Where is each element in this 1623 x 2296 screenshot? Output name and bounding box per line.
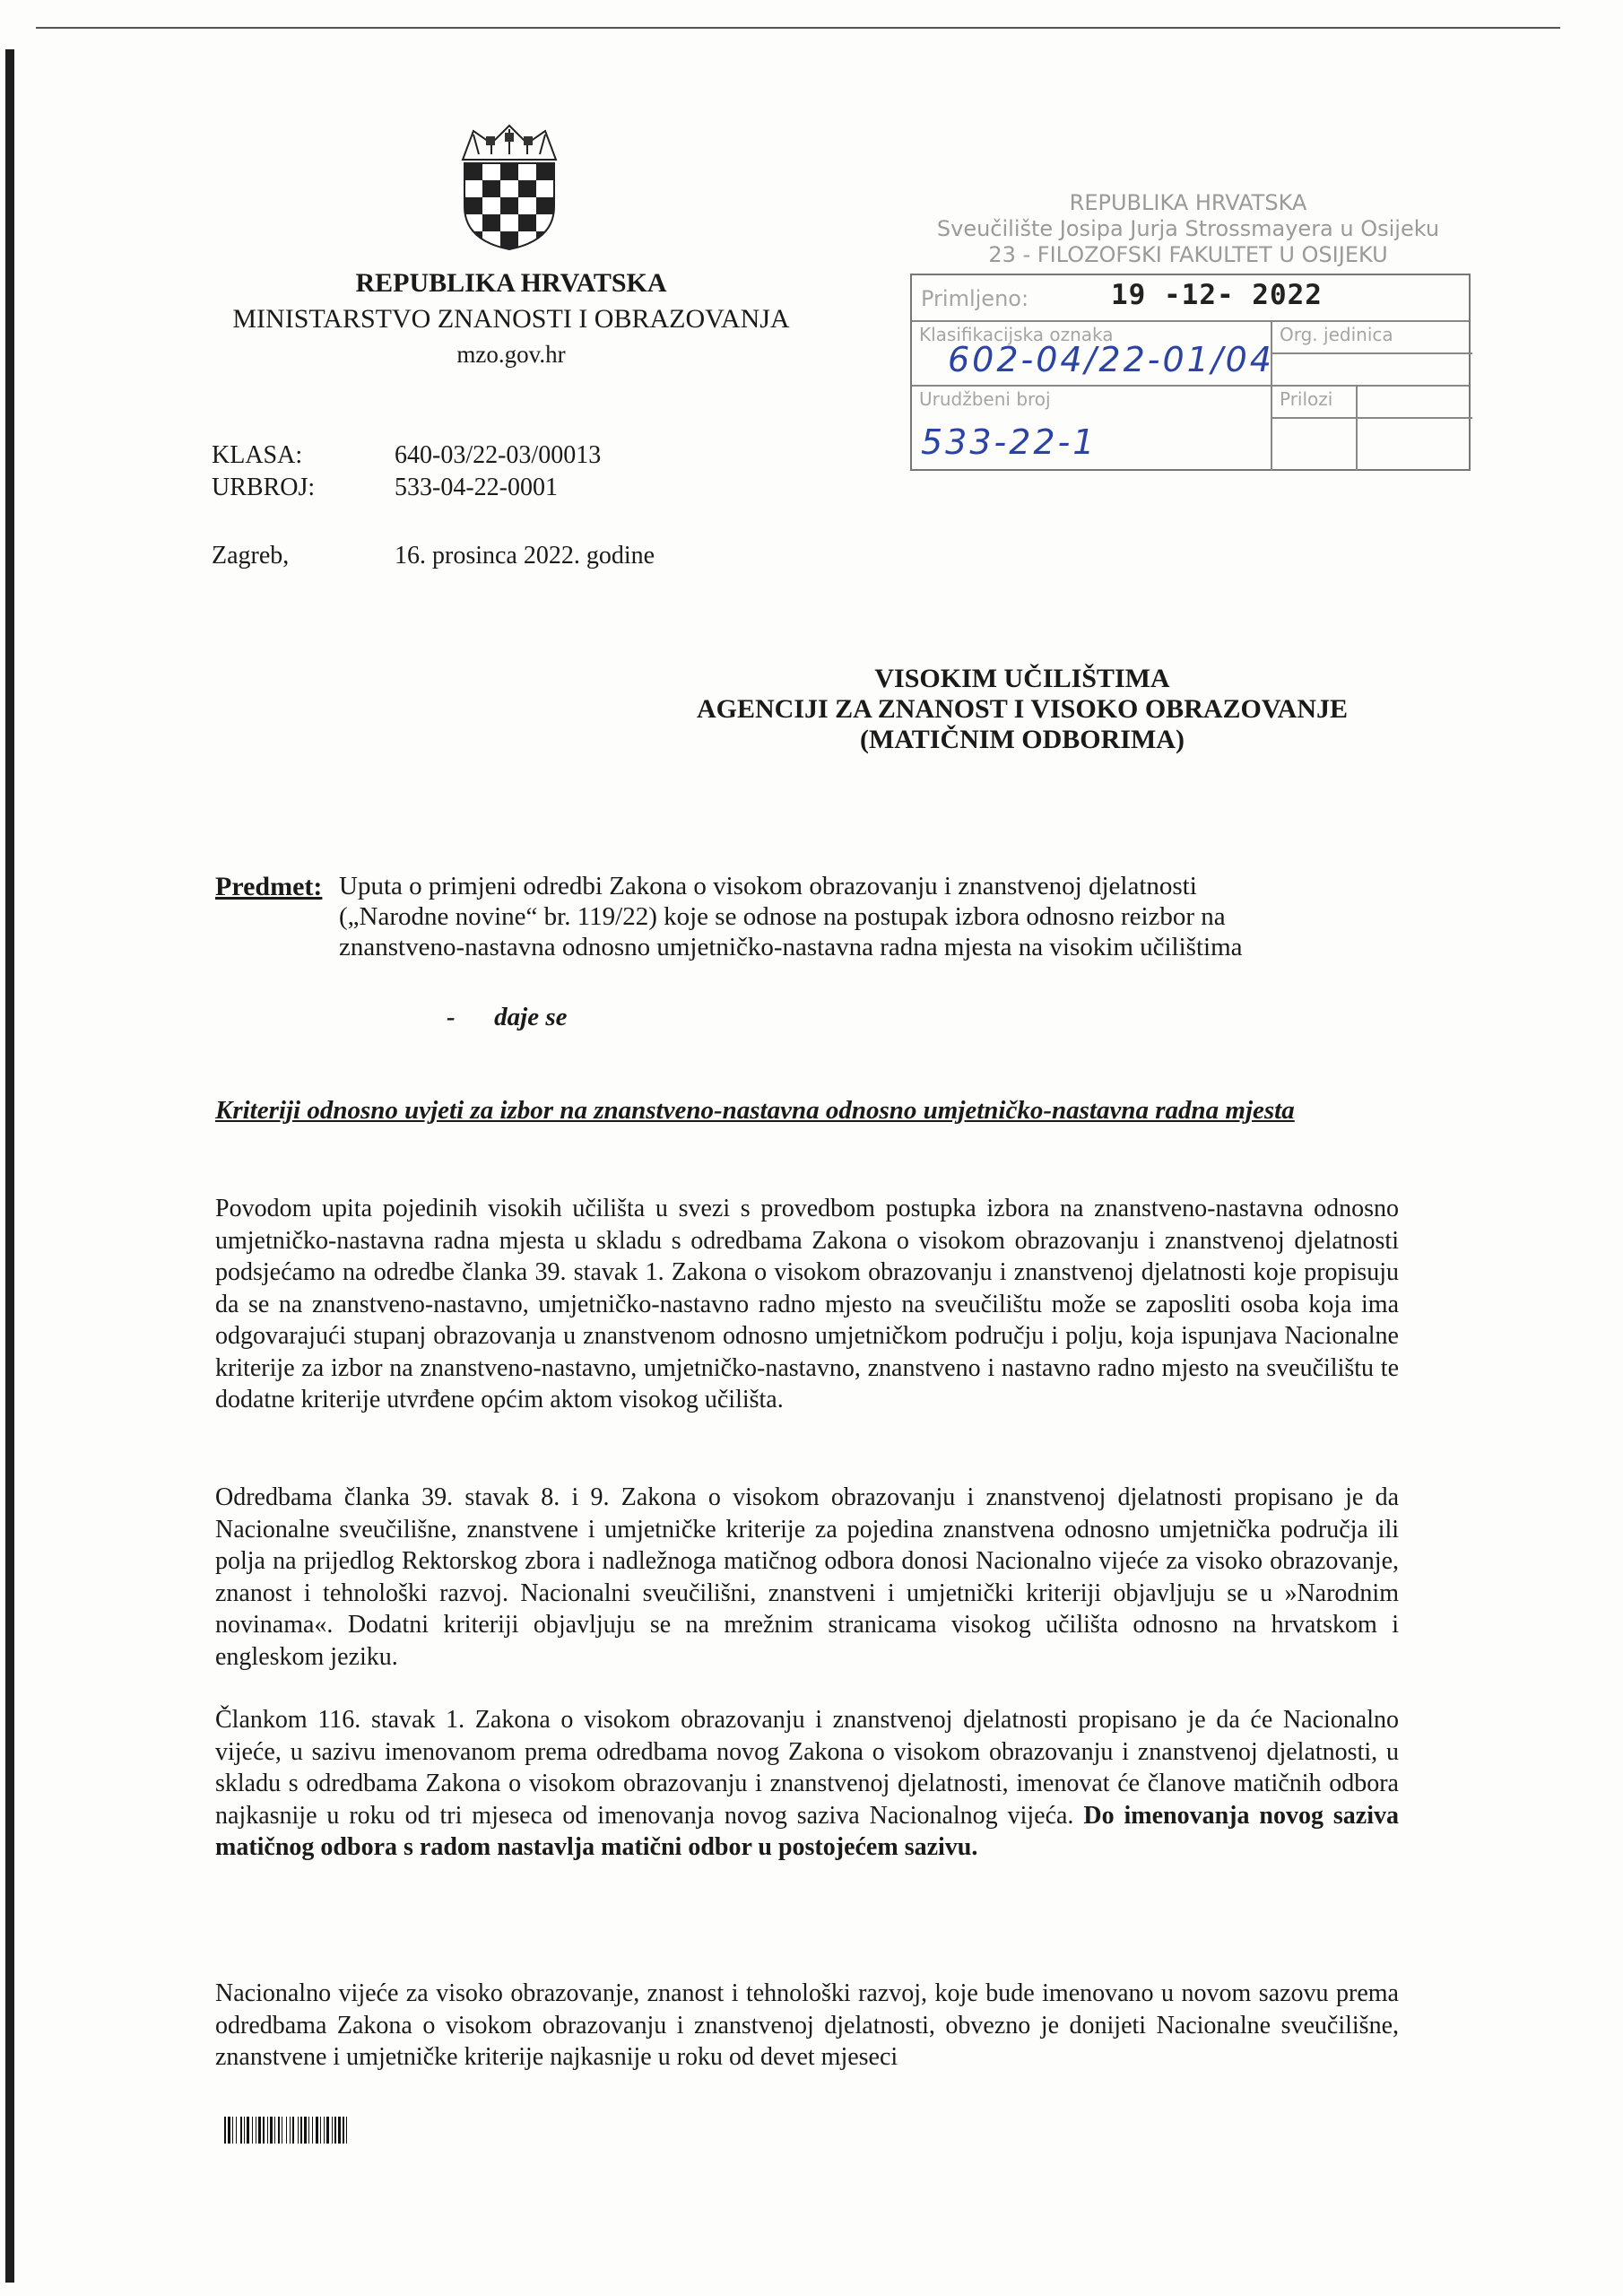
paragraph-article-116-text: Člankom 116. stavak 1. Zakona o visokom obrazovanju i znanstvenoj djelatnosti propisano je da će Nacionalno vijeće, u sazivu imenovanom prema odredbama novog Zakona o visokom obrazovanju i znanstvenoj djelatnosti, u skladu s odredbama Zakona o visokom obrazovanju i znanstvenoj djelatnosti, imenovat će članove matičnih odbora najkasnije u roku od tri mjeseca od imenovanja novog saziva Nacionalnog vijeća. (215, 1706, 1399, 1830)
subject-suffix: - daje se (447, 1003, 568, 1031)
recipient-line: (MATIČNIM ODBORIMA) (860, 725, 1185, 754)
received-label: Primljeno: (921, 286, 1029, 311)
coat-of-arms-icon (456, 124, 563, 251)
ministry-name: MINISTARSTVO ZNANOSTI I OBRAZOVANJA (232, 304, 790, 334)
recipient-line: VISOKIM UČILIŠTIMA (874, 664, 1170, 693)
stamp-line-3: 23 - FILOZOFSKI FAKULTET U OSIJEKU (988, 242, 1388, 267)
registry-handwritten: 533-22-1 (921, 422, 1098, 462)
place-label: Zagreb, (212, 542, 290, 570)
receipt-stamp-header (892, 190, 1484, 268)
receipt-stamp-box (910, 274, 1471, 471)
scan-edge-bar (5, 49, 14, 2283)
urbroj-value: 533-04-22-0001 (395, 474, 558, 501)
attachments-label: Prilozi (1280, 388, 1333, 410)
letterhead (197, 265, 825, 371)
registry-label: Urudžbeni broj (919, 388, 1051, 410)
country-name: REPUBLIKA HRVATSKA (355, 268, 667, 298)
klasa-label: KLASA: (212, 441, 303, 469)
paragraph: Nacionalno vijeće za visoko obrazovanje, znanost i tehnološki razvoj, koje bude imenovano u novom sazovu prema odredbama Zakona o visokom obrazovanju i znanstvenoj djelatnosti, obvezno je donijeti Nacionalne sveučilišne, znanstvene i umjetničke kriterije najkasnije u roku od devet mjeseci (215, 1979, 1399, 2071)
klasa-value: 640-03/22-03/00013 (395, 441, 602, 469)
barcode-icon (224, 2117, 466, 2144)
recipients-block (628, 664, 1417, 755)
received-date-stamp: 19 -12- 2022 (1111, 279, 1323, 311)
classification-handwritten: 602-04/22-01/04 (948, 340, 1274, 379)
paragraph: Povodom upita pojedinih visokih učilišta u svezi s provedbom postupka izbora na znanstveno-nastavna odnosno umjetničko-nastavna radna mjesta u skladu s odredbama Zakona o visokom obrazovanju i znanstvenoj djelatnosti podsjećamo na odredbe članka 39. stavak 1. Zakona o visokom obrazovanju i znanstvenoj djelatnosti koje propisuju da se na znanstveno-nastavno, umjetničko-nastavno radno mjesto na sveučilištu može se zaposliti osoba koja ima odgovarajući stupanj obrazovanja u znanstvenom odnosno umjetničkom području i polju, koja ispunjava Nacionalne kriterije za izbor na znanstveno-nastavno, umjetničko-nastavno, znanstveno i nastavno radno mjesto na sveučilištu te dodatne kriterije utvrđene općim aktom visokog učilišta. (215, 1195, 1399, 1413)
org-unit-label: Org. jedinica (1280, 324, 1393, 345)
paragraph-article-116-bold: Do imenovanja novog saziva matičnog odbora s radom nastavlja matični odbor u postojećem sazivu. (215, 1801, 1399, 1861)
recipient-line: AGENCIJI ZA ZNANOST I VISOKO OBRAZOVANJE (696, 694, 1349, 724)
paragraph-article-116 (215, 1704, 1399, 1864)
subject-label: Predmet: (215, 872, 323, 901)
classification-label: Klasifikacijska oznaka (919, 324, 1114, 345)
ministry-website: mzo.gov.hr (456, 341, 566, 368)
top-rule (36, 27, 1560, 29)
subject-text: Uputa o primjeni odredbi Zakona o visokom obrazovanju i znanstvenoj djelatnosti („Narodne novine“ br. 119/22) koje se odnose na postupak izbora odnosno reizbor na znanstveno-nastavna odnosno umjetničko-nastavna radna mjesta na visokim učilištima (339, 872, 1243, 961)
stamp-line-2: Sveučilište Josipa Jurja Strossmayera u Osijeku (936, 216, 1440, 241)
date-value: 16. prosinca 2022. godine (395, 542, 655, 570)
paragraph: Odredbama članka 39. stavak 8. i 9. Zakona o visokom obrazovanju i znanstvenoj djelatnosti propisano je da Nacionalne sveučilišne, znanstvene i umjetničke kriterije za pojedina znanstvena odnosno umjetnička područja ili polja na prijedlog Rektorskog zbora i nadležnoga matičnog odbora donosi Nacionalno vijeće za visoko obrazovanje, znanost i tehnološki razvoj. Nacionalni sveučilišni, znanstveni i umjetnički kriteriji objavljuju se u »Narodnim novinama«. Dodatni kriteriji objavljuju se na mrežnim stranicama visokog učilišta odnosno na hrvatskom i engleskom jeziku. (215, 1483, 1399, 1671)
stamp-line-1: REPUBLIKA HRVATSKA (1069, 190, 1307, 215)
section-heading: Kriteriji odnosno uvjeti za izbor na znanstveno-nastavna odnosno umjetničko-nastavna radna mjesta (215, 1096, 1295, 1125)
urbroj-label: URBROJ: (212, 474, 316, 501)
